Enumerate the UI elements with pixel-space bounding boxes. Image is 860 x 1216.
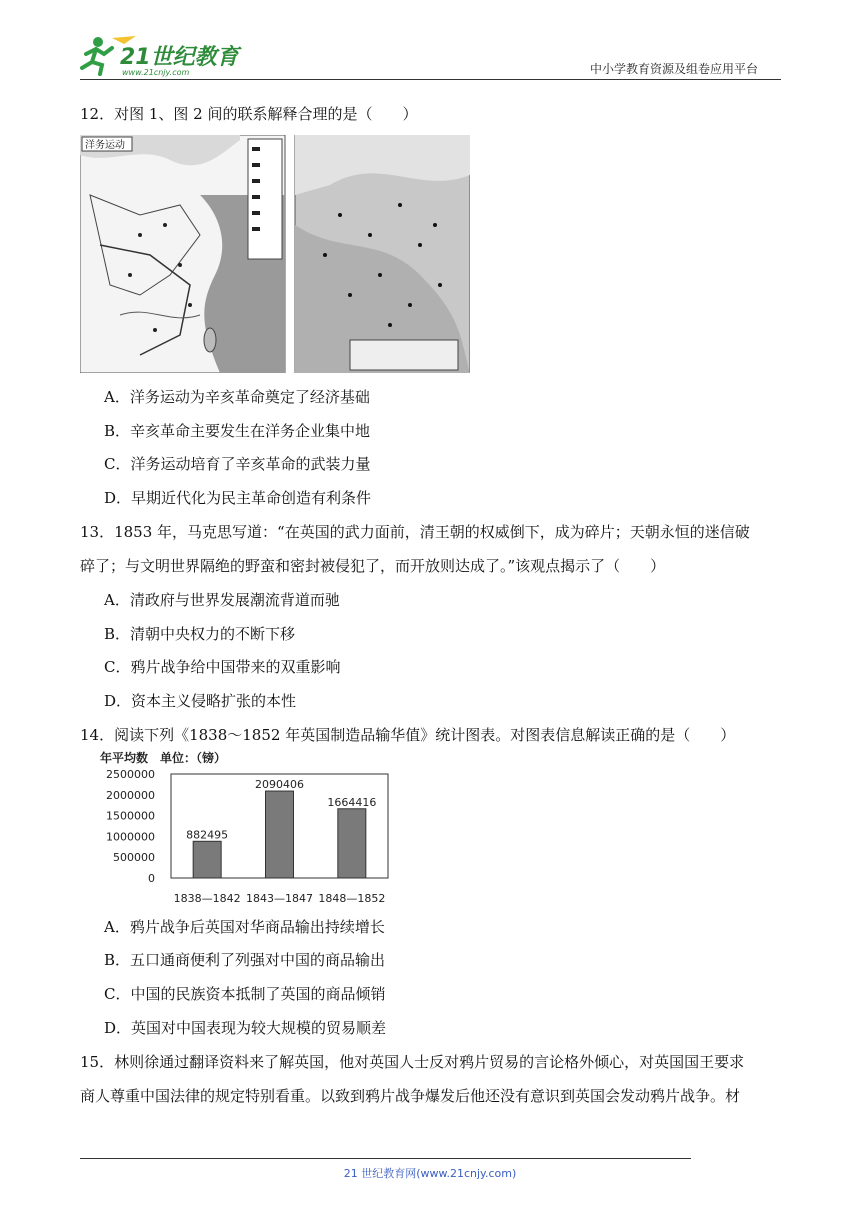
q13-stem-line2: 碎了；与文明世界隔绝的野蛮和密封被侵犯了，而开放则达成了。”该观点揭示了（ ）	[80, 557, 666, 575]
q14-bar-chart	[98, 748, 398, 906]
runner-icon	[82, 37, 112, 74]
chart-title: 年平均数 单位：（镑）	[100, 751, 227, 765]
q13-option-d: D．资本主义侵略扩张的本性	[104, 692, 297, 710]
footer-text: 21 世纪教育网(www.21cnjy.com)	[343, 1167, 517, 1180]
q14-option-a: A．鸦片战争后英国对华商品输出持续增长	[104, 918, 385, 936]
y-tick-label: 2000000	[106, 788, 155, 802]
q14-option-d: D．英国对中国表现为较大规模的贸易顺差	[104, 1019, 387, 1037]
logo-text: 21世纪教育	[120, 45, 239, 70]
y-tick-label: 1500000	[106, 809, 155, 823]
footer-divider	[80, 1158, 691, 1159]
q12-option-d: D．早期近代化为民主革命创造有利条件	[104, 489, 372, 507]
q15-stem-line1: 15．林则徐通过翻译资料来了解英国，他对英国人士反对鸦片贸易的言论格外倾心，对英国国王要求	[80, 1053, 745, 1071]
map-2	[295, 135, 470, 373]
header-divider	[80, 79, 781, 80]
q12-maps-figure	[80, 135, 470, 373]
bar-value-label: 2090406	[255, 778, 304, 792]
q12-option-a: A．洋务运动为辛亥革命奠定了经济基础	[104, 388, 370, 406]
chart-bar	[338, 809, 366, 878]
y-tick-label: 0	[148, 872, 155, 885]
x-tick-label: 1848—1852	[318, 892, 386, 905]
q12-stem: 12．对图 1、图 2 间的联系解释合理的是（ ）	[80, 105, 418, 123]
q14-option-c: C．中国的民族资本抵制了英国的商品倾销	[104, 985, 386, 1003]
x-tick-label: 1843—1847	[246, 892, 313, 905]
y-tick-label: 2500000	[106, 768, 155, 781]
y-tick-label: 1000000	[106, 830, 155, 844]
q13-option-b: B．清朝中央权力的不断下移	[104, 625, 296, 643]
bar-value-label: 882495	[186, 828, 229, 842]
q12-option-c: C．洋务运动培育了辛亥革命的武装力量	[104, 455, 371, 473]
q13-option-c: C．鸦片战争给中国带来的双重影响	[104, 658, 341, 676]
map-1-title: 洋务运动	[85, 140, 125, 151]
q15-stem-line2: 商人尊重中国法律的规定特别看重。以致到鸦片战争爆发后他还没有意识到英国会发动鸦片战争。材	[80, 1087, 741, 1105]
header-tagline: 中小学教育资源及组卷应用平台	[590, 62, 759, 76]
bar-value-label: 1664416	[327, 795, 377, 809]
map-1	[80, 135, 285, 373]
chart-bar	[193, 841, 221, 878]
q13-option-a: A．清政府与世界发展潮流背道而驰	[104, 591, 340, 609]
chart-bar	[266, 791, 294, 878]
y-tick-label: 500000	[113, 851, 155, 865]
q14-option-b: B．五口通商便利了列强对中国的商品输出	[104, 951, 386, 969]
q14-stem: 14．阅读下列《1838～1852 年英国制造品输华值》统计图表。对图表信息解读正确的是（ ）	[80, 726, 736, 744]
x-tick-label: 1838—1842	[173, 892, 241, 905]
q12-option-b: B．辛亥革命主要发生在洋务企业集中地	[104, 422, 371, 440]
q13-stem-line1: 13．1853 年，马克思写道：“在英国的武力面前，清王朝的权威倒下，成为碎片；天朝永恒的迷信破	[80, 523, 750, 541]
logo-url: www.21cnjy.com	[122, 68, 190, 77]
site-logo	[78, 34, 243, 78]
